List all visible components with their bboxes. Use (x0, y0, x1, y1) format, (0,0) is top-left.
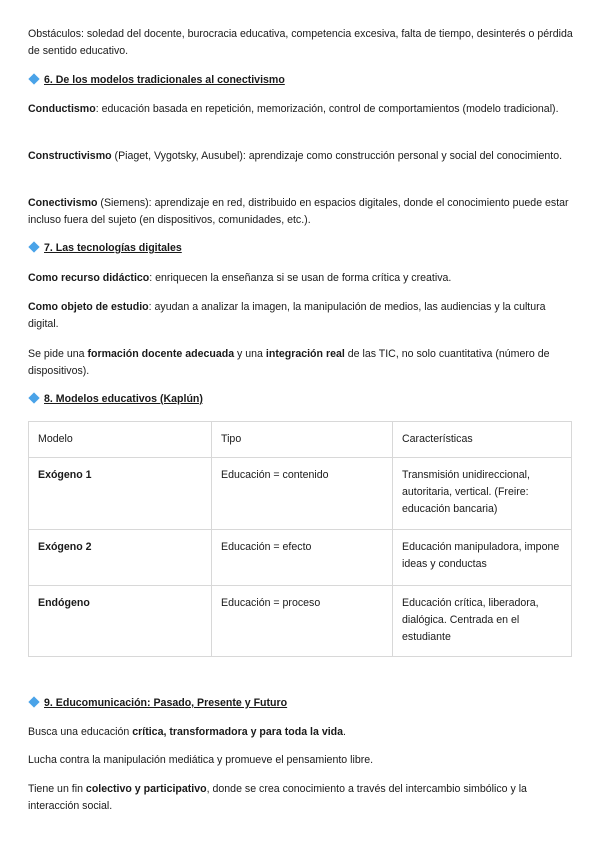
paragraph-lucha: Lucha contra la manipulación mediática y promueve el pensamiento libre. (28, 754, 374, 766)
text: (Siemens): aprendizaje en red, distribuido en espacios digitales, donde el conocimiento puede estar incluso fuera del sujeto (en dispositivos, comunidades, etc.). (28, 197, 569, 226)
cell (29, 586, 212, 657)
term: Como objeto de estudio (28, 301, 149, 313)
section-7-heading (28, 240, 576, 257)
term: Conectivismo (28, 197, 98, 209)
paragraph-constructivismo (28, 148, 576, 165)
term: integración real (265, 348, 345, 360)
text: . (343, 726, 346, 738)
term: crítica, transformadora y para toda la vida (132, 726, 344, 738)
models-table (28, 421, 572, 657)
paragraph-objeto (28, 299, 576, 333)
paragraph-tiene (28, 781, 576, 815)
cell: Transmisión unidireccional, autoritaria, vertical. (Freire: educación bancaria) (393, 458, 572, 530)
term: colectivo y participativo (85, 783, 207, 795)
text: de las TIC, no solo cuantitativa (número de dispositivos). (28, 348, 550, 377)
diamond-icon (28, 73, 39, 84)
cell: Educación crítica, liberadora, dialógica. Centrada en el estudiante (393, 586, 572, 657)
section-9-heading (28, 695, 576, 712)
text: : educación basada en repetición, memorización, control de comportamientos (modelo tradicional). (95, 103, 559, 115)
table-row (29, 458, 572, 530)
diamond-icon (28, 392, 39, 403)
text: : ayudan a analizar la imagen, la manipulación de medios, las audiencias y la cultura digital. (28, 301, 546, 330)
paragraph-recurso (28, 270, 576, 287)
text: , donde se crea conocimiento a través del intercambio simbólico y la interacción social. (28, 783, 527, 812)
term: Conductismo (28, 103, 96, 115)
term: formación docente adecuada (87, 348, 235, 360)
table-header-row (29, 422, 572, 458)
section-6-heading (28, 72, 576, 89)
paragraph-formacion (28, 346, 576, 380)
text: y una (234, 348, 266, 360)
section-8-heading (28, 391, 576, 408)
header-cell: Tipo (212, 422, 393, 458)
paragraph-conductismo (28, 101, 576, 118)
model-name: Exógeno 1 (38, 469, 92, 481)
text: Tiene un fin (28, 783, 86, 795)
cell: Educación = efecto (212, 530, 393, 586)
header-cell: Modelo (29, 422, 212, 458)
diamond-icon (28, 696, 39, 707)
term: Como recurso didáctico (28, 272, 150, 284)
model-name: Endógeno (38, 597, 90, 609)
intro-paragraph: Obstáculos: soledad del docente, burocracia educativa, competencia excesiva, falta de tiempo, desinterés o pérdida de sentido educativo. (28, 28, 573, 57)
paragraph-busca (28, 724, 576, 741)
heading-text: 6. De los modelos tradicionales al conectivismo (44, 74, 285, 86)
table-row (29, 586, 572, 657)
text: Se pide una (28, 348, 88, 360)
text: : enriquecen la enseñanza si se usan de forma crítica y creativa. (149, 272, 452, 284)
heading-text: 7. Las tecnologías digitales (44, 242, 182, 254)
text: Busca una educación (28, 726, 133, 738)
header-cell: Características (393, 422, 572, 458)
heading-text: 9. Educomunicación: Pasado, Presente y Futuro (44, 697, 288, 709)
cell (29, 530, 212, 586)
cell: Educación = contenido (212, 458, 393, 530)
cell: Educación manipuladora, impone ideas y conductas (393, 530, 572, 586)
cell (29, 458, 212, 530)
diamond-icon (28, 241, 39, 252)
model-name: Exógeno 2 (38, 541, 92, 553)
cell: Educación = proceso (212, 586, 393, 657)
term: Constructivismo (28, 150, 112, 162)
text: (Piaget, Vygotsky, Ausubel): aprendizaje como construcción personal y social del conocimiento. (111, 150, 563, 162)
table-row (29, 530, 572, 586)
paragraph-conectivismo (28, 195, 576, 229)
heading-text: 8. Modelos educativos (Kaplún) (44, 393, 203, 405)
